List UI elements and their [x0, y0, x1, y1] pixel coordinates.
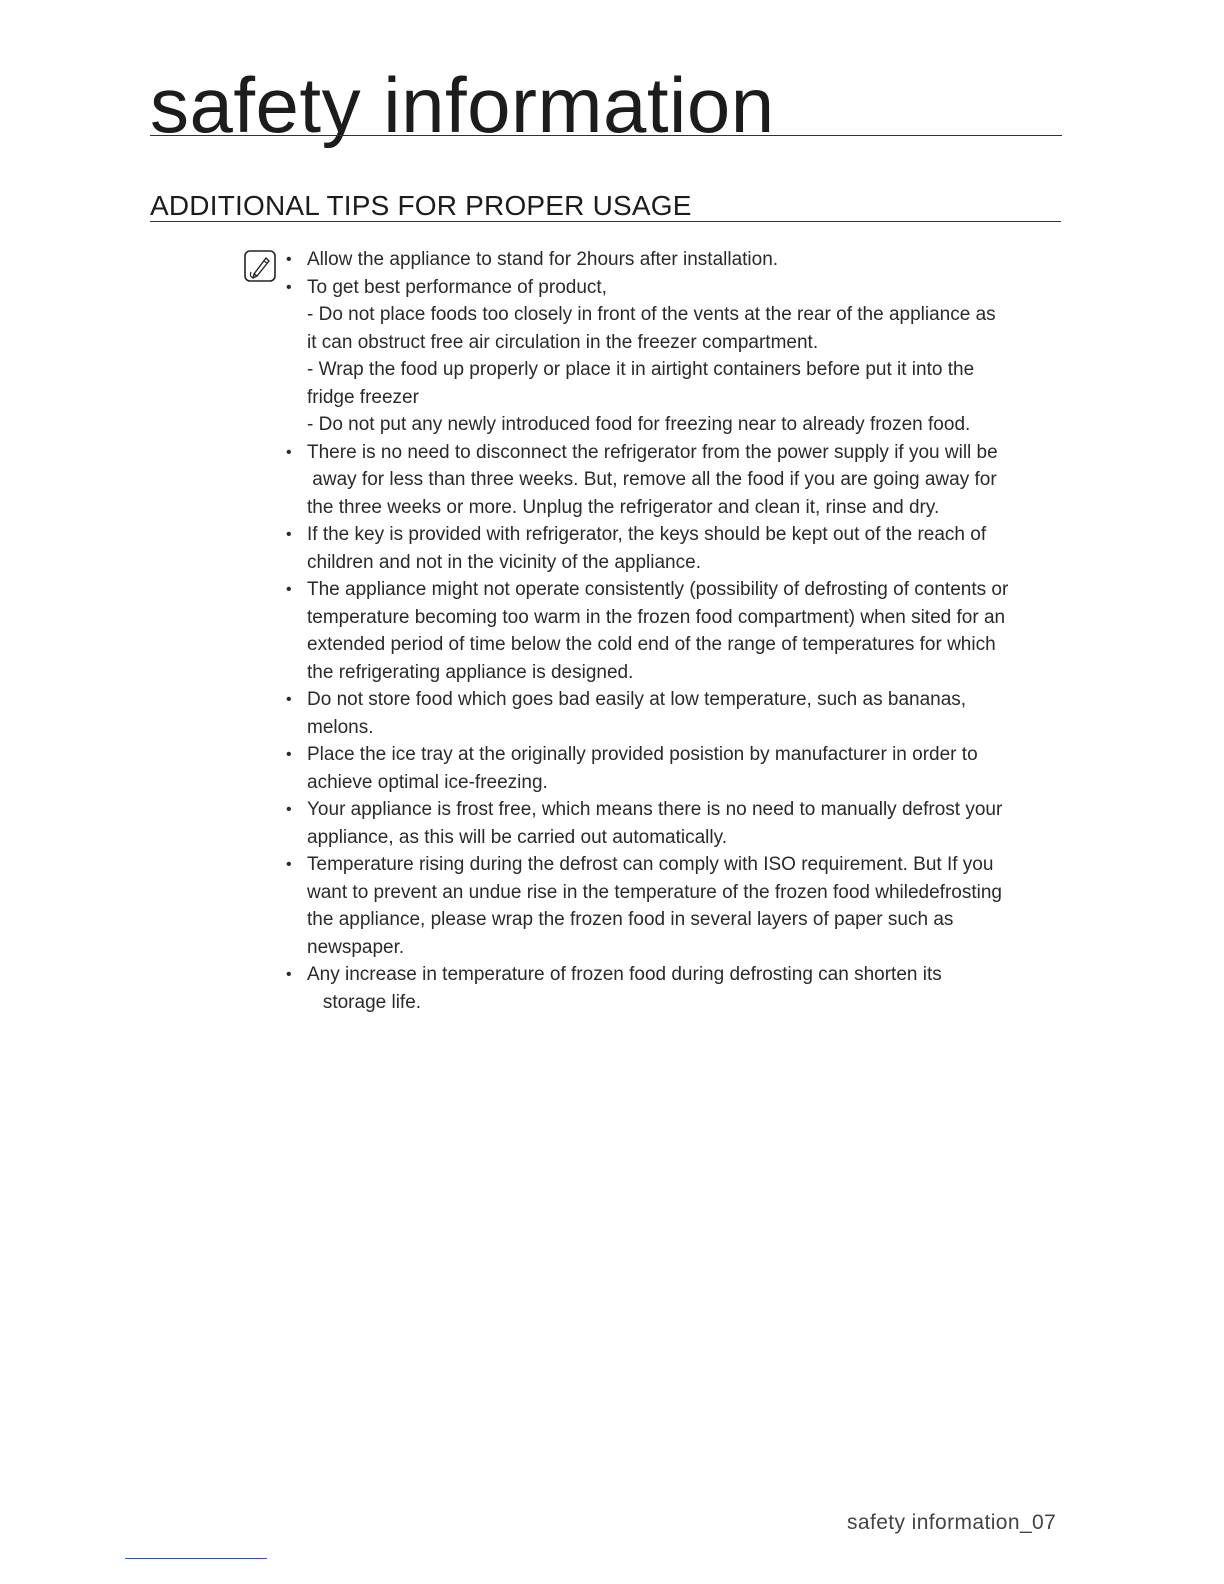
tip-line: it can obstruct free air circulation in the freezer compartment. — [307, 331, 819, 353]
list-item — [286, 851, 1086, 961]
tip-line: temperature becoming too warm in the frozen food compartment) when sited for an — [307, 606, 1006, 628]
tip-line: melons. — [307, 716, 374, 738]
tip-line: Your appliance is frost free, which means there is no need to manually defrost your — [307, 799, 1003, 820]
tip-line: There is no need to disconnect the refrigerator from the power supply if you will be — [307, 441, 998, 463]
list-item — [286, 686, 1086, 741]
tip-line: extended period of time below the cold end of the range of temperatures for which — [307, 634, 996, 655]
bullet-icon: • — [286, 251, 292, 268]
list-item — [286, 961, 1086, 1016]
list-item — [286, 439, 1086, 522]
tip-line: the three weeks or more. Unplug the refrigerator and clean it, rinse and dry. — [307, 496, 940, 518]
note-pencil-icon — [244, 250, 276, 282]
list-item — [286, 246, 1086, 274]
list-item — [286, 274, 1086, 439]
bullet-icon: • — [286, 443, 292, 461]
section-heading: ADDITIONAL TIPS FOR PROPER USAGE — [150, 190, 692, 221]
tip-line: The appliance might not operate consistently (possibility of defrosting of contents or — [307, 579, 1009, 600]
page-title: safety information — [150, 61, 775, 149]
bullet-icon: • — [286, 801, 292, 818]
tip-line: appliance, as this will be carried out automatically. — [307, 826, 727, 848]
bullet-icon: • — [286, 856, 292, 873]
tips-list — [286, 246, 1086, 1016]
tip-line: Temperature rising during the defrost can comply with ISO requirement. But If you — [307, 854, 994, 875]
section-rule — [150, 221, 1061, 222]
tip-line: away for less than three weeks. But, remove all the food if you are going away for — [307, 469, 997, 490]
tip-line: - Do not put any newly introduced food for freezing near to already frozen food. — [307, 414, 971, 435]
page-footer: safety information_07 — [847, 1511, 1057, 1534]
bullet-icon: • — [286, 966, 292, 983]
bullet-icon: • — [286, 581, 292, 598]
title-rule — [150, 135, 1062, 136]
list-item — [286, 741, 1086, 796]
bullet-icon: • — [286, 746, 292, 763]
tip-line: achieve optimal ice-freezing. — [307, 771, 548, 793]
list-item — [286, 576, 1086, 686]
tip-line: children and not in the vicinity of the appliance. — [307, 551, 701, 573]
tip-line: fridge freezer — [307, 386, 419, 408]
tip-line: If the key is provided with refrigerator, the keys should be kept out of the reach of — [307, 524, 987, 545]
tip-line: storage life. — [307, 991, 422, 1013]
bullet-icon: • — [286, 526, 292, 543]
list-item — [286, 796, 1086, 851]
footer-underline — [125, 1558, 267, 1559]
tip-line: newspaper. — [307, 936, 405, 958]
tip-line: Allow the appliance to stand for 2hours after installation. — [307, 249, 779, 270]
list-item — [286, 521, 1086, 576]
tip-line: - Do not place foods too closely in front of the vents at the rear of the appliance as — [307, 304, 996, 325]
tip-line: To get best performance of product, — [307, 276, 607, 298]
tip-line: want to prevent an undue rise in the temperature of the frozen food whiledefrosting — [307, 881, 1002, 903]
bullet-icon: • — [286, 278, 292, 296]
tip-line: Do not store food which goes bad easily at low temperature, such as bananas, — [307, 689, 967, 710]
tip-line: - Wrap the food up properly or place it in airtight containers before put it into the — [307, 359, 975, 380]
tip-line: the refrigerating appliance is designed. — [307, 661, 634, 683]
tip-line: the appliance, please wrap the frozen food in several layers of paper such as — [307, 909, 954, 930]
tip-line: Place the ice tray at the originally provided posistion by manufacturer in order to — [307, 744, 978, 765]
bullet-icon: • — [286, 691, 292, 708]
tip-line: Any increase in temperature of frozen food during defrosting can shorten its — [307, 964, 942, 985]
